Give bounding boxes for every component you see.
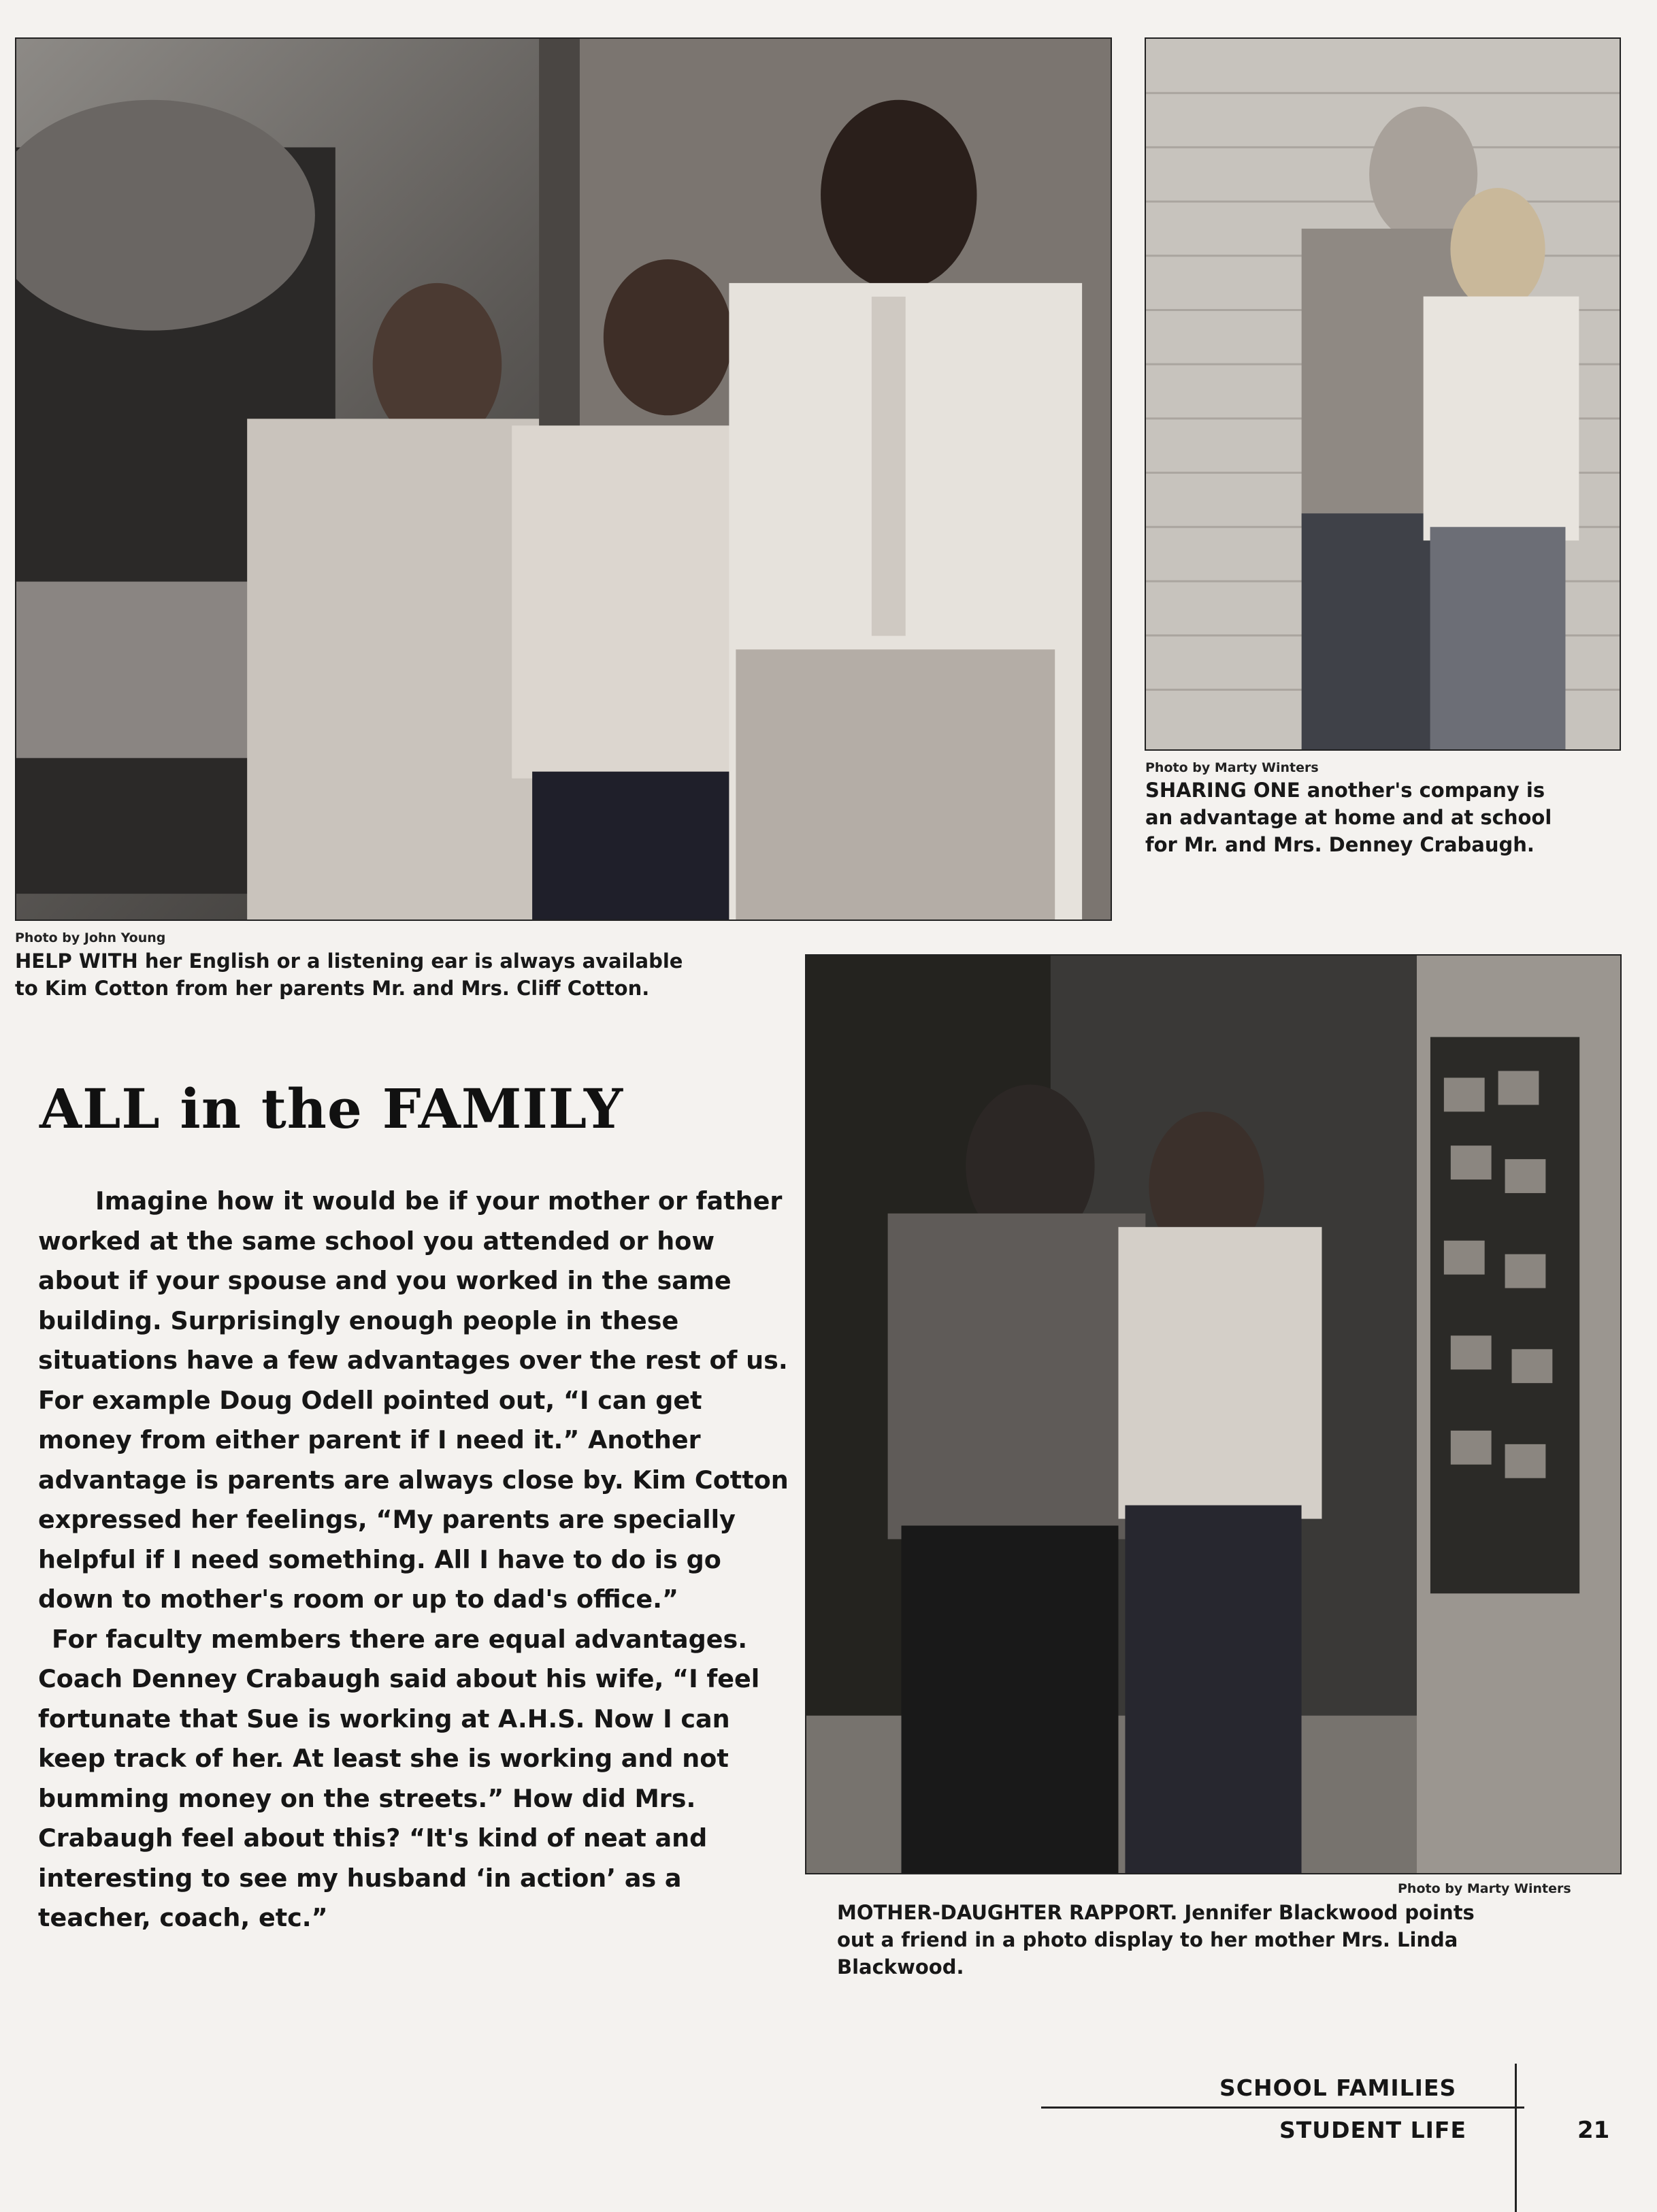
crabaugh-caption-line3: for Mr. and Mrs. Denney Crabaugh.	[1145, 833, 1535, 856]
cotton-caption-line1-rest: her English or a listening ear is always available	[137, 949, 683, 973]
crabaugh-photo-credit: Photo by Marty Winters	[1145, 760, 1319, 775]
article-paragraph-2: For faculty members there are equal advantages. Coach Denney Crabaugh said about his wife, “I feel fortunate that Sue is working at A.H.S. Now I can keep track of her. At least she is working and not bumming money on the streets.” How did Mrs. Crabaugh feel about this? “It's kind of neat and interesting to see my husband ‘in action’ as a teacher, coach, etc.”	[38, 1624, 760, 1932]
article-headline: ALL in the FAMILY	[39, 1077, 624, 1141]
crabaugh-caption-line1	[1145, 777, 1635, 804]
blackwood-caption-line1	[837, 1899, 1626, 1926]
footer-rule	[1041, 2107, 1524, 2109]
crabaugh-photo-art	[1146, 39, 1620, 749]
cotton-family-photo-art	[16, 39, 1111, 920]
crabaugh-caption-lead: SHARING ONE	[1145, 779, 1300, 802]
footer-divider	[1515, 2064, 1517, 2212]
crabaugh-photo	[1145, 37, 1621, 751]
crabaugh-caption-line2: an advantage at home and at school	[1145, 806, 1552, 829]
cotton-photo-credit: Photo by John Young	[15, 930, 166, 945]
blackwood-photo-credit: Photo by Marty Winters	[1398, 1881, 1571, 1896]
blackwood-photo-art	[806, 956, 1620, 1873]
cotton-family-photo	[15, 37, 1112, 921]
cotton-caption-line1	[15, 947, 784, 975]
article-body	[38, 1182, 793, 1938]
cotton-photo-caption	[15, 947, 784, 1002]
blackwood-caption-line3: Blackwood.	[837, 1955, 964, 1979]
article-paragraph-1: Imagine how it would be if your mother or father worked at the same school you attended or how about if your spouse and you worked in the same building. Surprisingly enough people in these situations have a few advantages over the rest of us. For example Doug Odell pointed out, “I can get money from either parent if I need it.” Another advantage is parents are always close by. Kim Cotton expressed her feelings, “My parents are specially helpful if I need something. All I have to do is go down to mother's room or up to dad's office.”	[38, 1186, 789, 1614]
crabaugh-caption-line1-rest: another's company is	[1300, 779, 1545, 802]
footer-section-label: SCHOOL FAMILIES	[1219, 2075, 1457, 2101]
blackwood-caption-line1-rest: Jennifer Blackwood points	[1177, 1901, 1475, 1924]
blackwood-caption-line2: out a friend in a photo display to her mother Mrs. Linda	[837, 1928, 1458, 1951]
crabaugh-photo-caption	[1145, 777, 1635, 858]
blackwood-photo	[805, 954, 1622, 1874]
cotton-caption-lead: HELP WITH	[15, 949, 138, 973]
blackwood-caption-lead: MOTHER-DAUGHTER RAPPORT.	[837, 1901, 1178, 1924]
cotton-caption-line2: to Kim Cotton from her parents Mr. and Mrs. Cliff Cotton.	[15, 977, 650, 1000]
blackwood-photo-caption	[837, 1899, 1626, 1981]
footer-category-label: STUDENT LIFE	[1279, 2117, 1467, 2143]
page-number: 21	[1577, 2117, 1610, 2144]
